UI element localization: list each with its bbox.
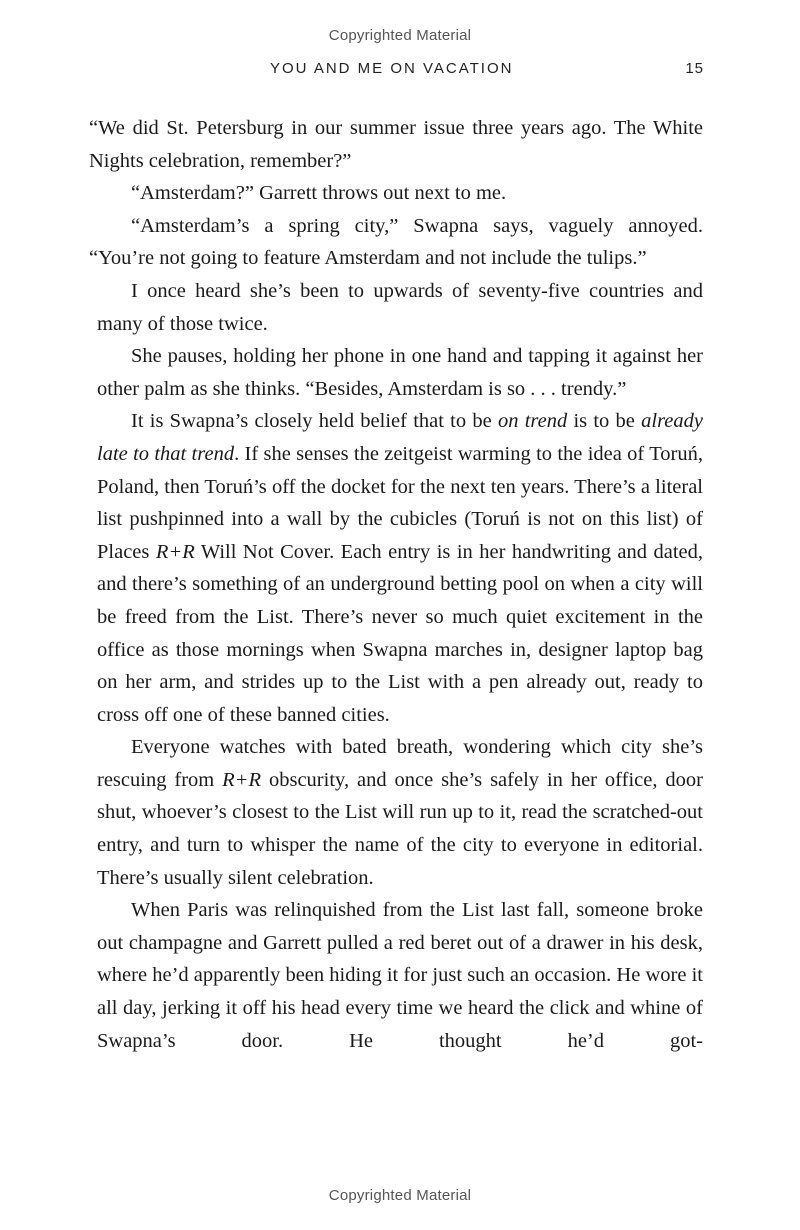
italic-text: R+R: [155, 540, 195, 563]
body-text: [89, 112, 704, 1057]
text-run: is to be: [567, 410, 642, 433]
paragraph: [97, 731, 703, 894]
italic-text: already late to that trend: [97, 410, 703, 465]
text-run: I once heard she’s been to upwards of seventy-five countries and many of those twice.: [97, 279, 703, 335]
running-head: YOU AND ME ON VACATION: [270, 60, 514, 77]
paragraph: [89, 112, 703, 177]
text-run: obscurity, and once she’s safely in her office, door shut, whoever’s closest to the List will run up to it, read the scratched-out entry, and turn to whisper the name of the city to everyone in editorial. There’s usually silent celebration.: [97, 768, 703, 889]
text-run: “We did St. Petersburg in our summer issue three years ago. The White Nights celebration, remember?”: [89, 117, 703, 172]
text-run: It is Swapna’s closely held belief that to be: [131, 410, 498, 433]
paragraph: [89, 210, 703, 275]
paragraph: [97, 340, 703, 405]
text-run: Everyone watches with bated breath, wondering which city she’s rescuing from: [97, 736, 703, 791]
paragraph: [97, 177, 703, 210]
italic-text: on trend: [497, 410, 568, 433]
text-run: She pauses, holding her phone in one hand and tapping it against her other palm as she thinks. “Besides, Amsterdam is so . . . trendy.”: [97, 345, 703, 400]
text-run: When Paris was relinquished from the List last fall, someone broke out champagne and Garrett pulled a red beret out of a drawer in his desk, where he’d apparently been hiding it for just such an occasion. He wore it all day, jerking it off his head every time we heard the click and whine of Swapna’s door. He thought he’d got-: [97, 899, 703, 1052]
text-run: “Amsterdam?” Garrett throws out next to me.: [131, 182, 507, 205]
paragraph: [97, 275, 703, 340]
text-run: “Amsterdam’s a spring city,” Swapna says, vaguely annoyed. “You’re not going to feature Amsterdam and not include the tulips.”: [89, 214, 703, 270]
text-run: Will Not Cover. Each entry is in her handwriting and dated, and there’s something of an underground betting pool on when a city will be freed from the List. There’s never so much quiet excitement in the office as those mornings when Swapna marches in, designer laptop bag on her arm, and strides up to the List with a pen already out, ready to cross off one of these banned cities.: [97, 540, 703, 726]
copyright-notice-top: Copyrighted Material: [328, 27, 472, 44]
page-number: 15: [685, 60, 704, 77]
paragraph: [97, 894, 703, 1057]
italic-text: R+R: [222, 768, 262, 791]
text-run: . If she senses the zeitgeist warming to the idea of Toruń, Poland, then Toruń’s off the docket for the next ten years. There’s a literal list pushpinned into a wall by the cubicles (Toruń is not on this list) of Places: [97, 442, 704, 563]
copyright-notice-bottom: Copyrighted Material: [328, 1187, 472, 1204]
paragraph: [97, 405, 703, 731]
